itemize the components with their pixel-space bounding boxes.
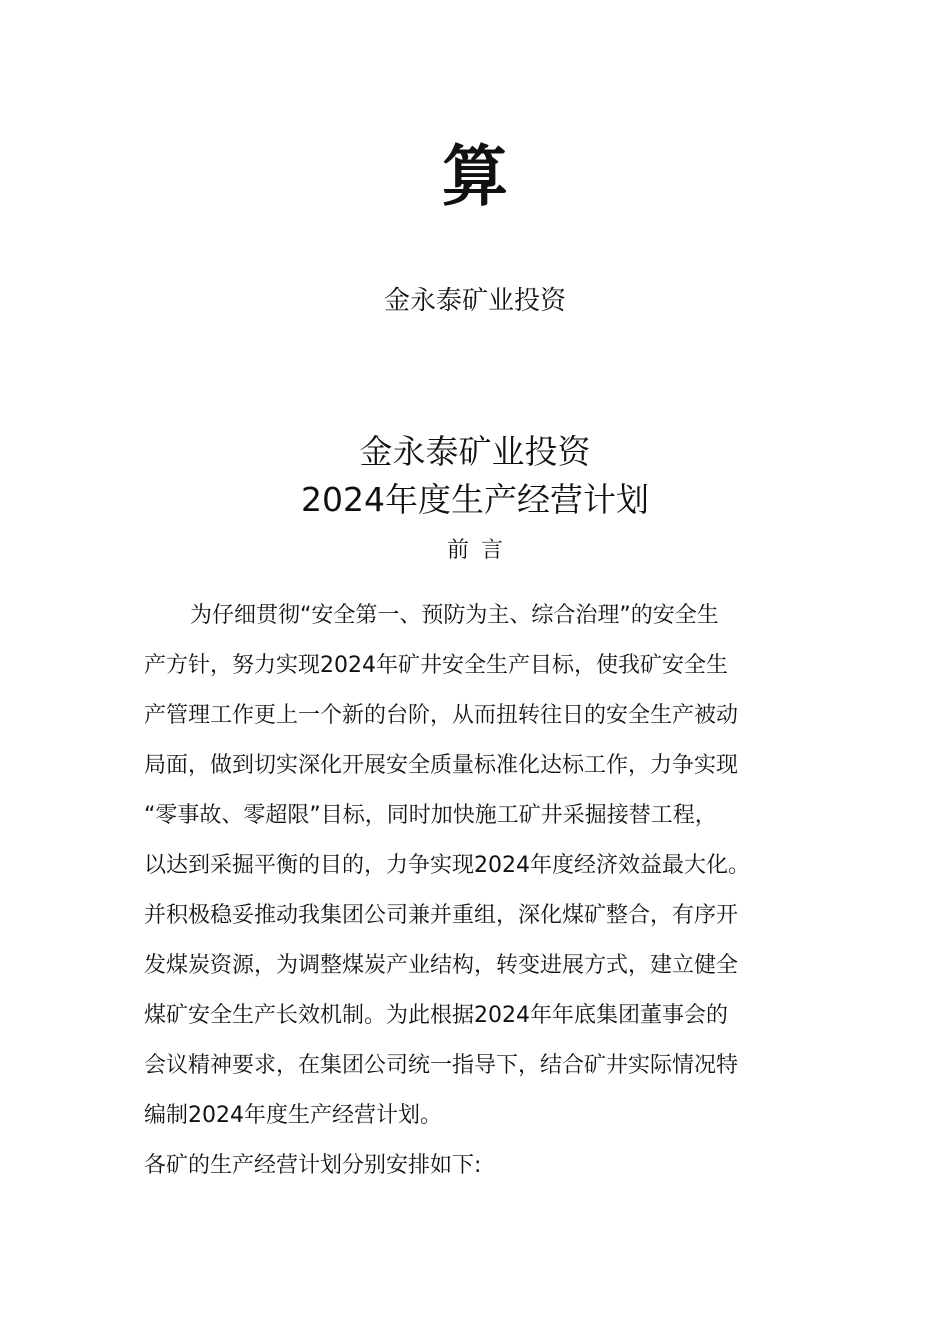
title-line-company: 金永泰矿业投资	[359, 432, 591, 471]
body-line: “零事故、零超限”目标，同时加快施工矿井采掘接替工程，	[144, 803, 717, 828]
body-line: 并积极稳妥推动我集团公司兼并重组，深化煤矿整合，有序开	[144, 903, 739, 928]
body-line: 局面，做到切实深化开展安全质量标准化达标工作，力争实现	[144, 753, 739, 778]
body-line: 为仔细贯彻“安全第一、预防为主、综合治理”的安全生	[190, 603, 719, 628]
body-line: 煤矿安全生产长效机制。为此根据2024年年底集团董事会的	[144, 1003, 728, 1028]
document-title	[0, 428, 950, 524]
body-line: 产方针，努力实现2024年矿井安全生产目标，使我矿安全生	[144, 653, 728, 678]
body-paragraph	[144, 591, 820, 1191]
body-line: 以达到采掘平衡的目的，力争实现2024年度经济效益最大化。	[144, 853, 750, 878]
body-line: 会议精神要求，在集团公司统一指导下，结合矿井实际情况特	[144, 1053, 739, 1078]
title-line-plan: 2024年度生产经营计划	[301, 480, 649, 519]
body-line: 各矿的生产经营计划分别安排如下:	[144, 1153, 482, 1178]
page-header-char: 算	[442, 138, 508, 215]
body-line: 编制2024年度生产经营计划。	[144, 1103, 442, 1128]
company-subtitle: 金永泰矿业投资	[383, 286, 566, 316]
preface-heading: 前言	[446, 538, 515, 563]
body-line: 发煤炭资源，为调整煤炭产业结构，转变进展方式，建立健全	[144, 953, 739, 978]
body-line: 产管理工作更上一个新的台阶，从而扭转往日的安全生产被动	[144, 703, 739, 728]
